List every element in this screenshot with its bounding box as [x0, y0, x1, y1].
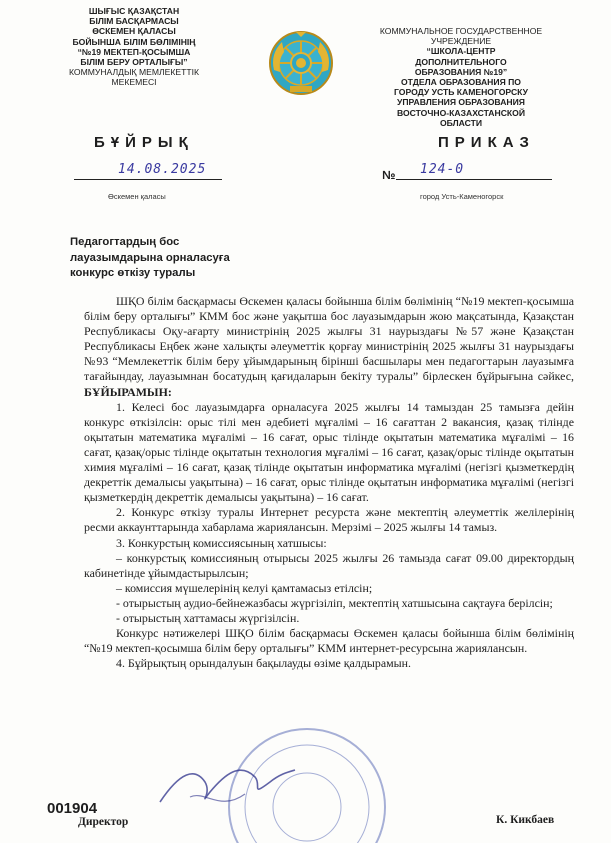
subject-line: лауазымдарына орналасуға [70, 251, 230, 264]
paragraph-3: 3. Конкурстың комиссиясының хатшысы: [116, 535, 327, 550]
subject-line: Педагогтардың бос [70, 236, 180, 248]
header-left-line: ШЫҒЫС ҚАЗАҚСТАН [88, 6, 180, 16]
header-left-line: БІЛІМ БЕРУ ОРТАЛЫҒЫ” [80, 57, 188, 68]
header-right-line: ВОСТОЧНО-КАЗАХСТАНСКОЙ [396, 107, 526, 118]
header-right [370, 26, 552, 128]
paragraph-4: 4. Бұйрықтың орындалуын бақылауды өзіме қалдырамын. [116, 656, 411, 671]
order-number: 124-0 [420, 162, 465, 177]
header-left-line: “№19 МЕКТЕП-ҚОСЫМША [77, 46, 191, 57]
city-kz: Өскемен қаласы [108, 192, 166, 201]
paragraph-3e: Конкурс нәтижелері ШҚО білім басқармасы Өскемен қаласы бойынша білім бөлімінің “№19 мектеп-қосымша білім беру орталығы” КММ интернет-ресурсына жариялансын. [84, 626, 574, 656]
paragraph-3c: - отырыстың аудио-бейнежазбасы жүргізіліп, мектептің хатшысына сақтауға берілсін; [116, 595, 553, 610]
header-left-line: КОММУНАЛДЫҚ МЕМЛЕКЕТТІК [68, 67, 199, 78]
signature-icon [150, 752, 300, 822]
header-left-line: БІЛІМ БАСҚАРМАСЫ [89, 16, 179, 27]
header-left [42, 6, 226, 88]
signature-name: К. Кикбаев [496, 814, 555, 826]
city-ru: город Усть-Каменогорск [420, 192, 504, 201]
header-right-line: ОТДЕЛА ОБРАЗОВАНИЯ ПО [401, 77, 521, 88]
header-right-line: УПРАВЛЕНИЯ ОБРАЗОВАНИЯ [397, 97, 525, 108]
order-body [84, 294, 574, 671]
order-word: БҰЙЫРАМЫН: [84, 384, 172, 399]
paragraph-2: 2. Конкурс өткізу туралы Интернет ресурста және мектептің әлеуметтік желілерінің ресми аккаунттарында хабарлама жариялансын. Мерзімі – 2025 жылғы 14 тамыз. [84, 505, 574, 535]
header-right-line: ОБРАЗОВАНИЯ №19” [414, 66, 508, 77]
date-underline [74, 179, 222, 180]
paragraph-3a: – конкурстық комиссияның отырысы 2025 жылғы 26 тамызда сағат 09.00 директордың кабинетінде ұйымдастырылсын; [84, 550, 574, 580]
number-prefix: № [382, 168, 396, 182]
header-left-line: БОЙЫНША БІЛІМ БӨЛІМІНІҢ [72, 36, 196, 47]
order-subject [70, 235, 230, 282]
intro-paragraph [84, 294, 574, 400]
header-right-line: ГОРОДУ УСТЬ КАМЕНОГОРСКУ [394, 87, 528, 98]
header-right-line: УЧРЕЖДЕНИЕ [430, 36, 492, 47]
header-right-line: ДОПОЛНИТЕЛЬНОГО [415, 56, 507, 67]
signature-position: Директор [78, 816, 129, 828]
number-underline [396, 179, 552, 180]
header-right-line: КОММУНАЛЬНОЕ ГОСУДАРСТВЕННОЕ [379, 26, 543, 36]
paragraph-3d: - отырыстың хаттамасы жүргізілсін. [116, 610, 300, 625]
subject-line: конкурс өткізу туралы [70, 267, 196, 279]
state-emblem-icon [268, 30, 334, 96]
paragraph-1: 1. Келесі бос лауазымдарға орналасуға 2025 жылғы 14 тамыздан 25 тамызға дейін конкурс өткізілсін: орыс тілі мен әдебиеті мұғалімі – 16 сағаттан 2 вакансия, қазақ тілінде оқытатын математика мұғалімі – 16 сағат, орыс тілінде оқытатын математика мұғалімі – 16 сағат, қазақ/орыс тілінде оқытатын технология мұғалімі – 16 сағат, қазақ/орыс тілінде оқытатын химия мұғалімі – 16 сағат, қазақ тілінде оқытатын информатика мұғалімі (негізгі қызметкердің декреттік демалысы уақытына) – 16 сағат, орыс тілінде оқытатын информатика мұғалімі (негізгі қызметкердің декреттік демалысы уақытына) – 16 сағат. [84, 399, 574, 505]
document-title-ru: ПРИКАЗ [438, 134, 535, 151]
header-left-line: ӨСКЕМЕН ҚАЛАСЫ [92, 26, 176, 37]
header-right-line: “ШКОЛА-ЦЕНТР [426, 46, 496, 57]
registration-number: 001904 [47, 800, 98, 817]
paragraph-3b: – комиссия мүшелерінің келуі қамтамасыз етілсін; [116, 580, 373, 595]
order-date: 14.08.2025 [118, 162, 207, 177]
header-right-line: ОБЛАСТИ [439, 117, 483, 128]
intro-text: ШҚО білім басқармасы Өскемен қаласы бойынша білім бөлімінің “№19 мектеп-қосымша білім беру орталығы” КММ бос және уақытша бос лауазымдарын жою мақсатында, Қазақстан Республикасы Оқу-ағарту министрінің 2025 жылғы 31 наурыздағы №57 және Қазақстан Республикасы Еңбек және халықты әлеуметтік қорғау министрінің 2025 жылғы 31 наурыздағы №93 “Мемлекеттік білім беру ұйымдарының бірінші басшылары мен педагогтарын лауазымға тағайындау, лауазымнан босатудың қағидаларын бекіту туралы” бірлескен бұйрығына сәйкес, [84, 294, 574, 384]
document-title-kz: БҰЙРЫҚ [94, 134, 194, 151]
header-left-line: МЕКЕМЕСІ [111, 77, 157, 88]
